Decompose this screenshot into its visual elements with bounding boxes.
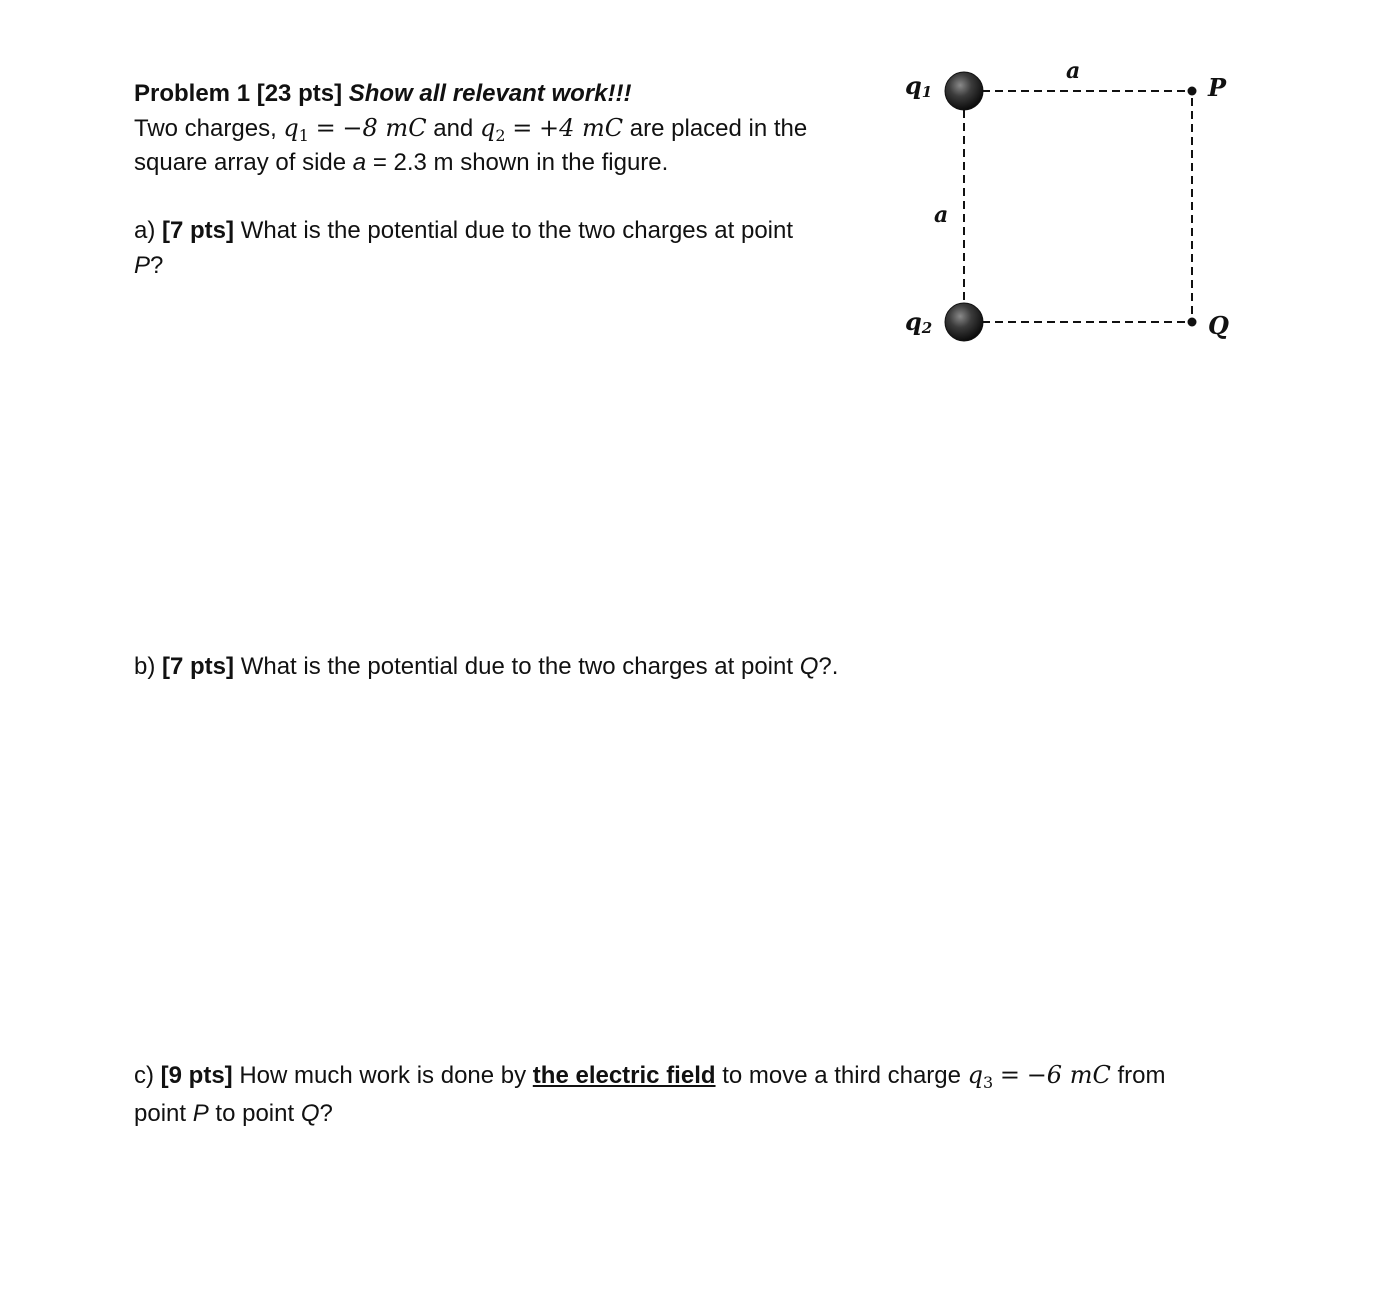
label-q1: q1: [905, 71, 933, 101]
problem-heading: Problem 1 [23 pts]: [134, 80, 343, 107]
label-q2: q2: [905, 307, 933, 337]
q3-value: −6 mC: [1026, 1061, 1111, 1089]
label-Q: Q: [1208, 311, 1229, 340]
part-a-question-line2: P?: [134, 252, 164, 279]
point-Q-marker: [1188, 318, 1197, 327]
electric-field-emphasis: the electric field: [532, 1062, 716, 1089]
part-c-question: c) [9 pts] How much work is done by the electric field to move a third charge $q_3 = -6$ mC from: [134, 1061, 1166, 1092]
point-P-marker: [1188, 87, 1197, 96]
q3-expression: $q_3$: [967, 1061, 994, 1092]
part-c-question-line2: point P to point Q?: [134, 1100, 333, 1127]
label-P: P: [1208, 73, 1227, 102]
charge-square-figure: [890, 50, 1250, 350]
label-top-side-a: a: [1066, 58, 1081, 84]
label-left-side-a: a: [934, 202, 949, 228]
charge-q2: [945, 303, 983, 341]
q1-expression: $q_1$: [283, 114, 309, 145]
part-b-question: b) [7 pts] What is the potential due to the two charges at point Q?.: [134, 653, 839, 680]
problem-instruction: Show all relevant work!!!: [348, 80, 632, 107]
problem-intro-line2: square array of side a = 2.3 m shown in the figure.: [134, 149, 669, 176]
q1-value: −8 mC: [342, 114, 427, 142]
side-symbol: a: [352, 149, 367, 176]
charge-q1: [945, 72, 983, 110]
problem-heading-line: [134, 77, 631, 111]
part-a-question: a) [7 pts] What is the potential due to the two charges at point: [134, 217, 794, 244]
q2-expression: $q_2$: [479, 114, 506, 145]
problem-intro-line1: Two charges, $q_1 = -8$ mC and $q_2 = +4$ mC are placed in the: [134, 114, 808, 145]
q2-value: +4 mC: [538, 114, 624, 142]
